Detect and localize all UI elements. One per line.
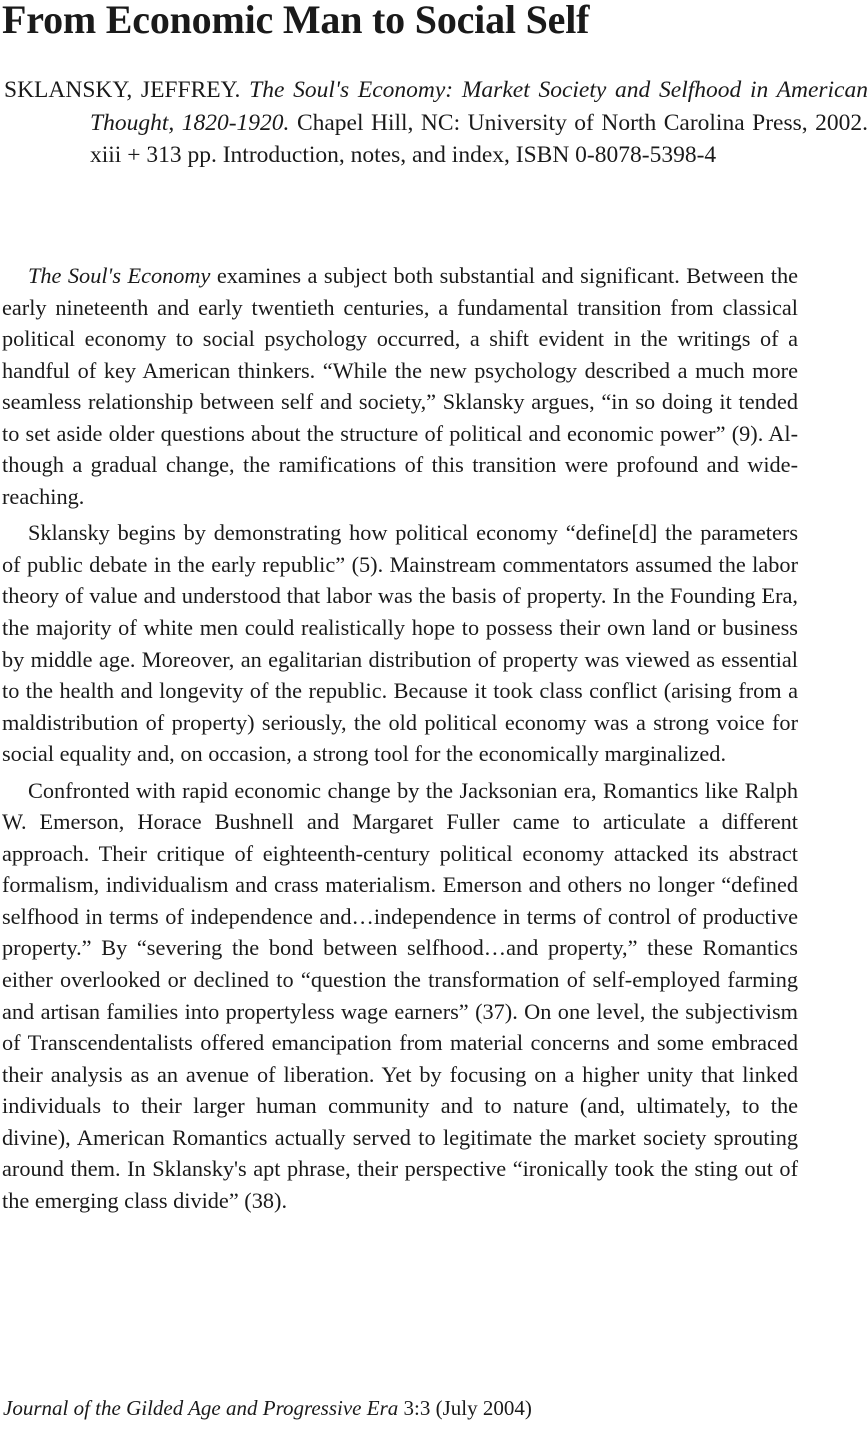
- review-body: [2, 260, 798, 1221]
- paragraph-1-text: examines a subject both substantial and significant. Between the early nineteenth and early twentieth centuries, a fundamental transition from classical political economy to social psychology occurred, a shift evident in the writings of a handful of key American thinkers. “While the new psychology described a much more seamless relationship between self and society,” Sklansky argues, “in so doing it tended to set aside older questions about the structure of political and economic power” (9). Although a gradual change, the ramifications of this transition were profound and wide-reaching.: [2, 263, 798, 509]
- body-paragraph-2: Sklansky begins by demonstrating how political economy “define[d] the parameters of public debate in the early republic” (5). Mainstream commentators assumed the labor theory of value and understood that labor was the basis of property. In the Founding Era, the majority of white men could realistically hope to possess their own land or business by middle age. Moreover, an egalitarian distribution of property was viewed as essential to the health and longevity of the republic. Because it took class conflict (arising from a maldistribution of property) seriously, the old political economy was a strong voice for social equality and, on occasion, a strong tool for the economically marginalized.: [2, 520, 798, 767]
- citation-publication: Chapel Hill, NC: University of North Carolina Press, 2002. xiii + 313 pp. Introduction, notes, and index, ISBN 0-8078-5398-4: [90, 109, 868, 168]
- book-citation: [4, 74, 868, 172]
- book-title-inline: The Soul's Economy: [28, 263, 211, 288]
- body-paragraph-3: Confronted with rapid economic change by the Jacksonian era, Romantics like Ralph W. Emerson, Horace Bushnell and Margaret Fuller came to articulate a different approach. Their critique of eighteenth-century political economy attacked its abstract formalism, individualism and crass materialism. Emerson and others no longer “defined selfhood in terms of independence and…independence in terms of control of productive property.” By “severing the bond between selfhood…and property,” these Romantics either overlooked or declined to “question the transformation of self-employed farming and artisan families into propertyless wage earners” (37). On one level, the subjectivism of Transcendentalists offered emancipation from material concerns and some embraced their analysis as an avenue of liberation. Yet by focusing on a higher unity that linked individuals to their larger human community and to nature (and, ultimately, to the divine), American Romantics actually served to legitimate the market society sprouting around them. In Sklansky's apt phrase, their perspective “ironically took the sting out of the emerging class divide” (38).: [2, 777, 798, 1213]
- article-title: From Economic Man to Social Self: [2, 0, 590, 42]
- body-paragraph-1: [2, 260, 798, 512]
- citation-author: SKLANSKY, JEFFREY.: [4, 77, 241, 103]
- journal-footer: [3, 1393, 793, 1423]
- journal-name: Journal of the Gilded Age and Progressive Era: [3, 1396, 399, 1420]
- journal-issue: 3:3 (July 2004): [398, 1396, 532, 1420]
- citation-book-title: The Soul's Economy: Market Society and Selfhood in American Thought, 1820-1920.: [90, 77, 868, 136]
